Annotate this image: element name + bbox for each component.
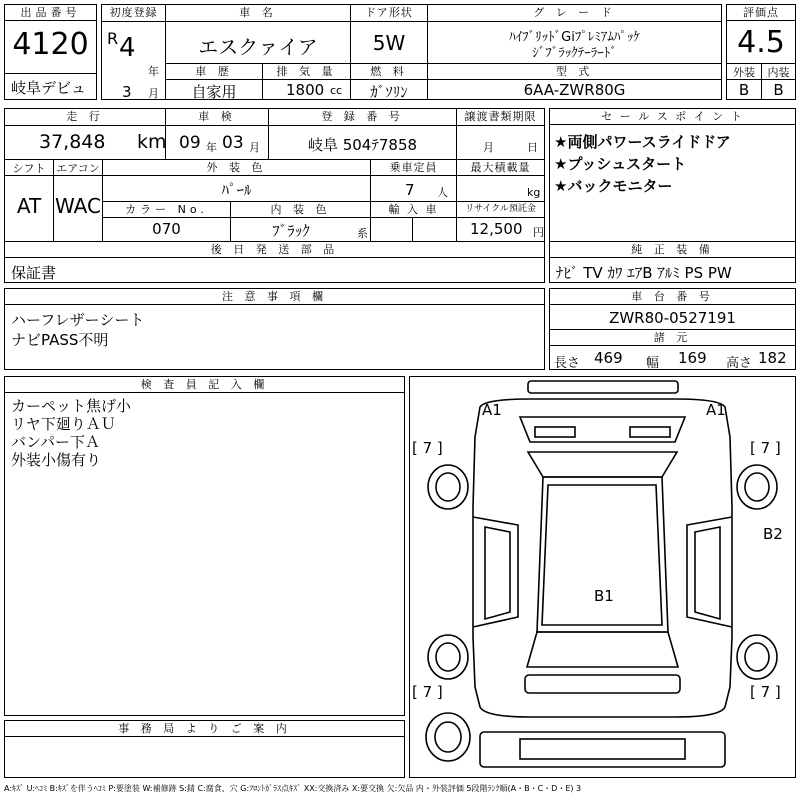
inspector-box — [4, 376, 405, 716]
lot-box — [4, 4, 97, 100]
inspector-label: 検 査 員 記 入 欄 — [5, 377, 404, 393]
door-label: ドア形状 — [351, 5, 427, 20]
lot-number: 4120 — [12, 27, 89, 62]
score-int-label: 内装 — [767, 66, 790, 79]
door-value: 5W — [372, 31, 406, 55]
mark-b1: B1 — [594, 587, 614, 605]
notes-line: ナビPASS不明 — [11, 331, 109, 349]
inspector-line: リヤ下廻りＡＵ — [11, 415, 116, 433]
plate-value: 岐阜 504ﾃ7858 — [307, 136, 418, 154]
history-value: 自家用 — [191, 83, 237, 101]
car-name: エスクァイア — [198, 35, 318, 59]
lot-debut: 岐阜デビュ — [11, 79, 87, 97]
legend-text: A:ｷｽﾞ U:ﾍｺﾐ B:ｷｽﾞを伴うﾍｺﾐ P:要塗装 W:補修跡 S:錆 C:腐食、穴 G:ﾌﾛﾝﾄｶﾞﾗｽ点ｷｽﾞ XX:交換済み X:要交換 欠:欠品 内・外装評価 5段階ﾗﾝｸ順(A・B・C・D・E) 3 — [4, 784, 582, 793]
int-color-value: ﾌﾞﾗｯｸ — [272, 222, 310, 240]
dims-hei: 182 — [758, 349, 787, 367]
shift-label: シフト — [12, 162, 46, 175]
recycle-value: 12,500 — [470, 220, 523, 238]
sales-points-label: セ ー ル ス ポ イ ン ト — [550, 109, 795, 125]
displacement-label: 排 気 量 — [263, 64, 350, 79]
chassis-value: ZWR80-0527191 — [609, 309, 736, 327]
dims-wid-label: 幅 — [646, 356, 660, 371]
inspection-year: 09 — [179, 133, 201, 153]
model-value: 6AA-ZWR80G — [523, 81, 626, 99]
score-ext: B — [738, 81, 750, 99]
score-label: 評価点 — [727, 5, 795, 21]
displacement-value: 1800 — [286, 81, 325, 99]
notes-line: ハーフレザーシート — [11, 311, 145, 329]
mileage-label: 走 行 — [5, 109, 165, 124]
first-reg-month: 3 — [122, 83, 132, 101]
inspection-year-unit: 年 — [206, 141, 217, 154]
equipment-value: ﾅﾋﾞ TV ｶﾜ ｴｱB ｱﾙﾐ PS PW — [556, 264, 732, 282]
score-int: B — [773, 81, 784, 99]
recycle-unit: 円 — [533, 226, 544, 239]
sales-point-item: ★バックモニター — [554, 177, 673, 195]
dims-label: 諸 元 — [550, 330, 795, 346]
recycle-label: リサイクル預託金 — [465, 204, 536, 214]
office-label: 事 務 局 よ り ご 案 内 — [5, 721, 404, 737]
mileage-unit: km — [137, 131, 167, 153]
sales-points-box — [549, 108, 796, 242]
equipment-label: 純 正 装 備 — [550, 242, 795, 258]
ac-value: WAC — [55, 194, 101, 218]
color-no-label: カラー No. — [103, 202, 230, 217]
int-color-label: 内 装 色 — [231, 202, 370, 217]
transfer-label: 譲渡書類期限 — [457, 109, 544, 124]
ac-label: エアコン — [56, 162, 100, 175]
inspection-label: 車 検 — [166, 109, 268, 124]
later-parts-value: 保証書 — [11, 264, 57, 282]
detail-block — [4, 108, 545, 242]
transfer-day: 日 — [527, 141, 538, 154]
inspector-line: カーペット焦げ小 — [11, 397, 132, 415]
dims-len: 469 — [594, 349, 623, 367]
mark-b2: B2 — [763, 525, 783, 543]
fuel-value: ｶﾞｿﾘﾝ — [370, 83, 408, 101]
first-reg-year-unit: 年 — [148, 65, 159, 78]
sales-point-item: ★プッシュスタート — [554, 155, 687, 173]
score-box — [726, 4, 796, 100]
mark-a1-right: A1 — [706, 401, 726, 419]
sales-point-item: ★両側パワースライドドア — [554, 133, 731, 151]
inspector-line: バンパー下Ａ — [11, 433, 100, 451]
first-reg-label: 初度登録 — [102, 5, 165, 20]
car-diagram-box — [409, 376, 796, 778]
displacement-unit: cc — [330, 84, 343, 97]
shift-value: AT — [16, 194, 42, 218]
int-color-unit: 系 — [357, 227, 368, 240]
later-parts-box — [4, 241, 545, 283]
chassis-box — [549, 288, 796, 370]
dims-len-label: 長さ — [554, 356, 581, 371]
ext-color-value: ﾊﾟｰﾙ — [221, 181, 252, 199]
plate-label: 登 録 番 号 — [269, 109, 456, 124]
notes-label: 注 意 事 項 欄 — [5, 289, 544, 305]
first-reg-era: R — [107, 29, 119, 48]
model-label: 型 式 — [428, 64, 721, 79]
inspection-month: 03 — [222, 133, 244, 153]
capacity-label: 乗車定員 — [371, 160, 456, 175]
score-ext-label: 外装 — [733, 66, 755, 79]
mark-tire-tr: [ 7 ] — [750, 439, 781, 457]
history-label: 車 歴 — [166, 64, 262, 79]
first-reg-year: 4 — [119, 33, 136, 63]
grade-label: グ レ ー ド — [428, 5, 721, 20]
later-parts-label: 後 日 発 送 部 品 — [5, 242, 544, 258]
mark-tire-bl: [ 7 ] — [412, 683, 443, 701]
max-load-unit: kg — [527, 186, 541, 199]
lot-label: 出品番号 — [5, 5, 96, 21]
grade-line1: ﾊｲﾌﾞﾘｯﾄﾞGiﾌﾟﾚﾐｱﾑﾊﾟｯｹ — [509, 30, 640, 45]
notes-box — [4, 288, 545, 370]
dims-hei-label: 高さ — [726, 356, 753, 371]
score-value: 4.5 — [737, 25, 785, 60]
inspection-month-unit: 月 — [249, 141, 260, 154]
car-name-label: 車 名 — [166, 5, 350, 20]
first-reg-month-unit: 月 — [148, 87, 159, 100]
dims-wid: 169 — [678, 349, 707, 367]
fuel-label: 燃 料 — [351, 64, 427, 79]
max-load-label: 最大積載量 — [457, 160, 544, 175]
equipment-box — [549, 241, 796, 283]
color-no-value: 070 — [152, 220, 181, 238]
office-box — [4, 720, 405, 778]
ext-color-label: 外 装 色 — [103, 160, 370, 175]
capacity-value: 7 — [405, 181, 415, 199]
car-diagram — [410, 377, 795, 777]
chassis-label: 車 台 番 号 — [550, 289, 795, 305]
grade-line2: ｼﾞﾌﾞﾗｯｸﾃｰﾗｰﾄﾞ — [532, 46, 617, 61]
mark-a1-left: A1 — [482, 401, 502, 419]
top-info-block — [101, 4, 722, 100]
transfer-month: 月 — [483, 141, 494, 154]
import-label: 輸 入 車 — [371, 202, 456, 217]
mileage-value: 37,848 — [39, 131, 106, 153]
inspector-line: 外装小傷有り — [11, 451, 102, 469]
capacity-unit: 人 — [437, 186, 448, 199]
mark-tire-br: [ 7 ] — [750, 683, 781, 701]
mark-tire-tl: [ 7 ] — [412, 439, 443, 457]
